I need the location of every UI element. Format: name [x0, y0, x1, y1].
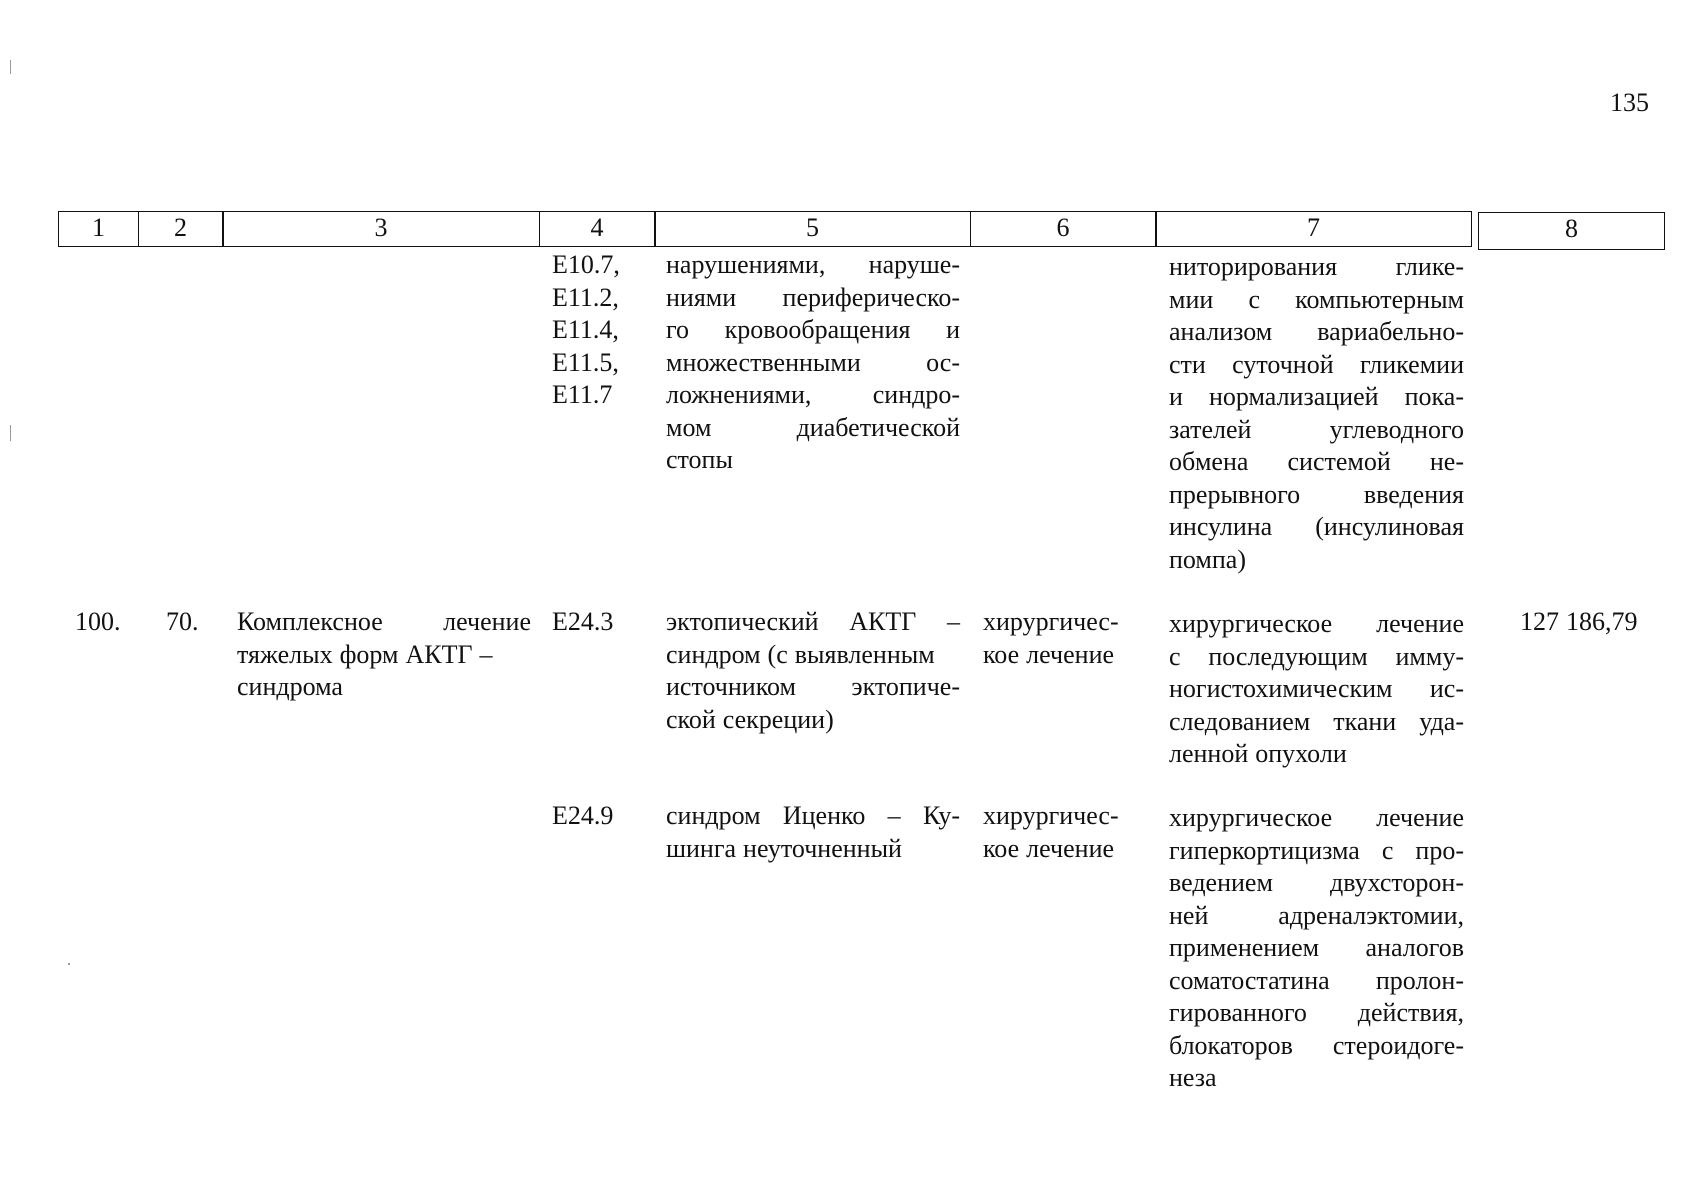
text-line: ложнениями, синдро-: [666, 380, 960, 409]
care-type-name: [237, 606, 531, 704]
scan-artifact: [68, 963, 70, 965]
text-line: шинга неуточненный: [666, 833, 902, 863]
text-line: мом диабетической: [666, 412, 960, 442]
text-line: неза: [1169, 1063, 1217, 1092]
text-line: эктопический АКТГ –: [666, 607, 960, 636]
text-line: ленной опухоли: [1169, 739, 1347, 768]
text-line: соматостатина пролон-: [1169, 965, 1464, 995]
text-line: нарушениями, наруше-: [666, 250, 960, 279]
text-line: синдром Иценко – Ку-: [666, 801, 960, 830]
continuation-codes: [552, 249, 652, 412]
text-line: хирургическое лечение: [1169, 803, 1464, 832]
scan-artifact: [10, 60, 11, 74]
column-number-1: 1: [58, 211, 139, 247]
text-line: хирургическое лечение: [1169, 609, 1464, 638]
text-line: ской секреции): [666, 704, 834, 734]
text-line: Комплексное лечение: [237, 607, 531, 636]
icd-code: E24.3: [552, 607, 614, 636]
column-number-5: 5: [654, 211, 971, 247]
text-line: множественными ос-: [666, 347, 960, 377]
scan-artifact: [10, 425, 11, 441]
row-number: 100.: [75, 607, 121, 636]
text-line: кое лечение: [983, 833, 1115, 863]
text-line: ней адреналэктомии,: [1169, 900, 1464, 930]
icd-code: E24.9: [552, 801, 614, 830]
text-line: применением аналогов: [1169, 933, 1464, 962]
text-line: синдрома: [237, 672, 343, 701]
table-header-row: [58, 211, 1665, 247]
text-line: блокаторов стероидоге-: [1169, 1030, 1464, 1060]
icd-code: E10.7,: [552, 250, 620, 279]
column-number-6: 6: [970, 211, 1157, 247]
cost-value: 127 186,79: [1520, 607, 1638, 636]
icd-code: E11.7: [552, 380, 613, 409]
column-number-8: 8: [1478, 212, 1665, 250]
treatment-method: [1169, 802, 1464, 1095]
text-line: зателей углеводного: [1169, 414, 1464, 444]
group-number: 70.: [166, 607, 199, 636]
text-line: синдром (с выявленным: [666, 639, 935, 669]
text-line: гированного действия,: [1169, 998, 1464, 1027]
column-number-7: 7: [1155, 211, 1472, 247]
column-number-4: 4: [539, 211, 656, 247]
text-line: ногистохимическим ис-: [1169, 674, 1464, 703]
continuation-diagnosis: [666, 249, 960, 477]
text-line: сти суточной гликемии: [1169, 349, 1464, 379]
text-line: кое лечение: [983, 639, 1115, 669]
text-line: хирургичес-: [983, 801, 1119, 830]
text-line: прерывного введения: [1169, 479, 1464, 509]
icd-code: E11.4,: [552, 315, 619, 344]
column-number-3: 3: [222, 211, 540, 247]
text-line: ведением двухсторон-: [1169, 868, 1464, 897]
text-line: гиперкортицизма с про-: [1169, 835, 1464, 865]
text-line: ниторирования глике-: [1169, 252, 1464, 281]
treatment-method: [1169, 608, 1464, 771]
treatment-type: [983, 606, 1143, 671]
text-line: анализом вариабельно-: [1169, 317, 1464, 346]
text-line: го кровообращения и: [666, 315, 960, 344]
diagnosis: [666, 800, 960, 865]
continuation-method: [1169, 251, 1464, 576]
text-line: источником эктопиче-: [666, 672, 960, 701]
treatment-type: [983, 800, 1143, 865]
text-line: помпа): [1169, 544, 1246, 574]
icd-code: E11.2,: [552, 282, 619, 312]
text-line: стопы: [666, 445, 733, 474]
text-line: обмена системой не-: [1169, 447, 1464, 476]
text-line: хирургичес-: [983, 607, 1119, 636]
text-line: и нормализацией пока-: [1169, 382, 1464, 411]
column-number-2: 2: [138, 211, 224, 247]
text-line: с последующим имму-: [1169, 641, 1464, 671]
page-number: 135: [1610, 88, 1649, 117]
text-line: следованием ткани уда-: [1169, 706, 1464, 736]
icd-code: E11.5,: [552, 347, 619, 377]
text-line: мии с компьютерным: [1169, 284, 1464, 314]
text-line: инсулина (инсулиновая: [1169, 512, 1464, 541]
text-line: ниями периферическо-: [666, 282, 960, 312]
diagnosis: [666, 606, 960, 736]
text-line: тяжелых форм АКТГ –: [237, 639, 493, 669]
